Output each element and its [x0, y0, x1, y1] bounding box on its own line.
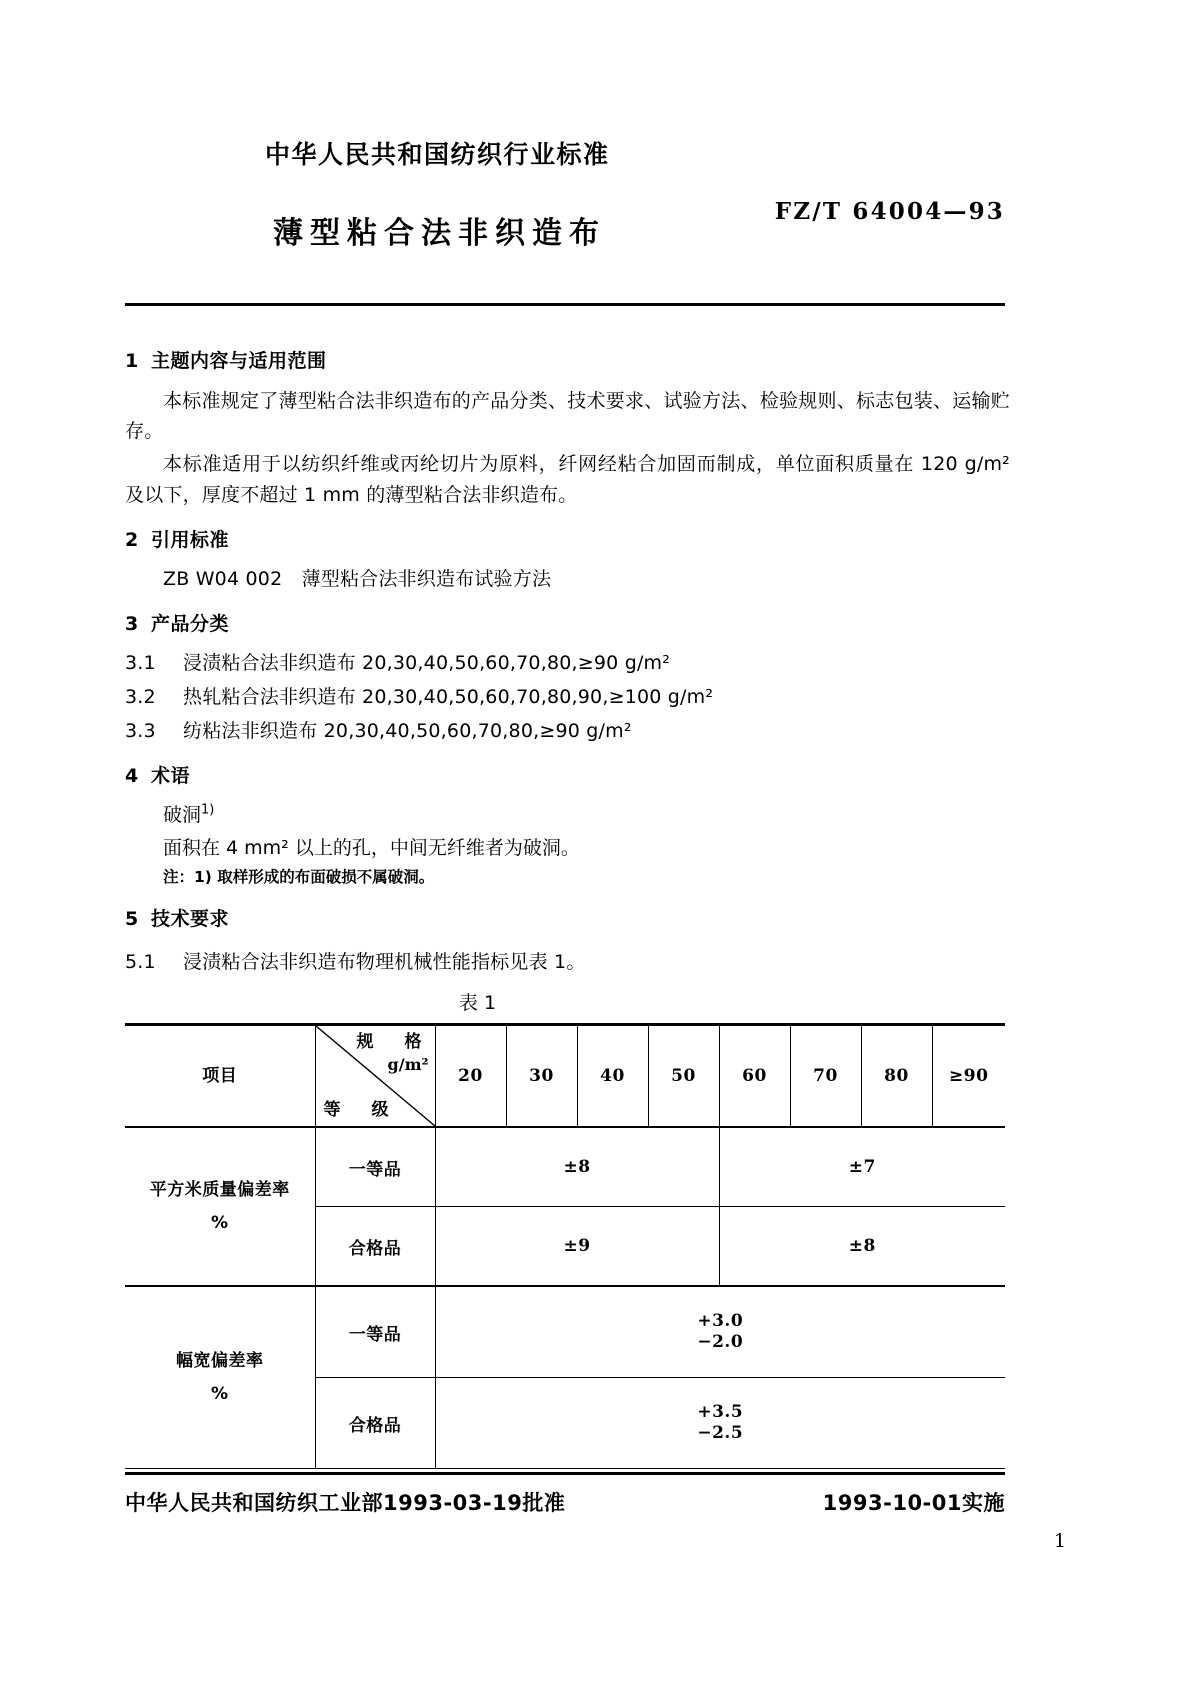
clause-3-2-text: 热轧粘合法非织造布 20,30,40,50,60,70,80,90,≥100 g/m² — [183, 686, 714, 709]
term-name: 破洞 — [163, 804, 202, 827]
table-1-col-header: 40 — [577, 1025, 648, 1128]
section-5-title: 技术要求 — [151, 907, 230, 930]
document-title: 薄型粘合法非织造布 — [273, 216, 606, 251]
table-1-col-header: 30 — [506, 1025, 577, 1128]
clause-3-3 — [125, 716, 1010, 747]
section-3-title: 产品分类 — [151, 612, 230, 635]
table-1-grade-cell: 合格品 — [315, 1378, 435, 1469]
table-1 — [125, 1023, 1005, 1469]
table-1-value-cell — [435, 1286, 1005, 1378]
section-1-number: 1 — [125, 350, 139, 372]
table-1-spec-unit: g/m² — [387, 1055, 429, 1075]
table-1-col-header: 60 — [719, 1025, 790, 1128]
table-1-col-header: 20 — [435, 1025, 506, 1128]
section-2-title: 引用标准 — [151, 528, 230, 551]
section-2-heading — [125, 527, 1010, 555]
term-footnote-marker: 1) — [201, 802, 215, 818]
referenced-standard: ZB W04 002 薄型粘合法非织造布试验方法 — [163, 568, 552, 591]
table-1-corner-item-label: 项目 — [125, 1025, 315, 1128]
footer-divider — [125, 1472, 1005, 1475]
footer-approval-text: 中华人民共和国纺织工业部1993-03-19批准 — [125, 1491, 566, 1515]
table-1-caption: 表 1 — [458, 992, 497, 1015]
table-1-value-cell — [435, 1378, 1005, 1469]
clause-3-2 — [125, 682, 1010, 713]
table-1-tolerance-stack — [697, 1311, 743, 1354]
table-1-value-cell: ±8 — [719, 1207, 1005, 1287]
section-5-heading — [125, 906, 1010, 934]
table-1-row-item-name-2: 幅宽偏差率 — [176, 1351, 264, 1372]
clause-3-3-number: 3.3 — [125, 720, 156, 742]
page-number: 1 — [1053, 1530, 1066, 1552]
table-1-row-item-name-1: 平方米质量偏差率 — [149, 1180, 290, 1201]
issuing-agency-line: 中华人民共和国纺织行业标准 — [265, 140, 610, 169]
term-entry — [125, 800, 1010, 830]
section-5-number: 5 — [125, 907, 139, 930]
section-2-number: 2 — [125, 528, 139, 551]
table-1-row-item-label-1 — [125, 1127, 315, 1286]
clause-3-1-text: 浸渍粘合法非织造布 20,30,40,50,60,70,80,≥90 g/m² — [183, 652, 671, 675]
table-1-tolerance-stack — [697, 1402, 743, 1445]
header-divider — [125, 303, 1005, 306]
section-1-paragraph-2: 本标准适用于以纺织纤维或丙纶切片为原料，纤网经粘合加固而制成，单位面积质量在 120 g/m² 及以下，厚度不超过 1 mm 的薄型粘合法非织造布。 — [125, 453, 1010, 506]
document-body — [125, 348, 1010, 1469]
clause-3-3-text: 纺粘法非织造布 20,30,40,50,60,70,80,≥90 g/m² — [183, 720, 632, 742]
clause-3-2-number: 3.2 — [125, 686, 156, 709]
table-1-value-cell: ±8 — [435, 1127, 719, 1207]
table-1-grade-cell: 一等品 — [315, 1286, 435, 1378]
document-footer — [125, 1487, 1005, 1517]
section-4-heading — [125, 763, 1010, 791]
table-1-grade-cell: 合格品 — [315, 1207, 435, 1287]
table-1-tolerance-lower: −2.0 — [697, 1332, 744, 1353]
table-1-spec-label-group — [357, 1032, 429, 1075]
table-1-tolerance-lower: −2.5 — [697, 1423, 744, 1444]
table-1-header-row — [125, 1025, 1005, 1128]
clause-3-1-number: 3.1 — [125, 652, 156, 675]
table-1-spec-label: 规 格 — [356, 1032, 429, 1053]
section-1-heading — [125, 348, 1010, 376]
clause-5-1-text: 浸渍粘合法非织造布物理机械性能指标见表 1。 — [183, 951, 586, 974]
table-1-value-cell: ±9 — [435, 1207, 719, 1287]
table-1-col-header: ≥90 — [932, 1025, 1005, 1128]
table-1-col-header: 50 — [648, 1025, 719, 1128]
table-1-row-item-label-2 — [125, 1286, 315, 1469]
clause-3-1 — [125, 648, 1010, 679]
table-1-row-item-unit-1: % — [210, 1212, 229, 1233]
term-definition: 面积在 4 mm² 以上的孔，中间无纤维者为破洞。 — [163, 836, 580, 859]
section-3-number: 3 — [125, 612, 139, 635]
clause-5-1 — [125, 947, 1010, 978]
section-4-number: 4 — [125, 764, 139, 787]
section-3-heading — [125, 611, 1010, 639]
document-header — [125, 140, 1005, 252]
table-1-diagonal-header-cell — [315, 1025, 435, 1128]
table-1-row — [125, 1286, 1005, 1378]
table-1-value-cell: ±7 — [719, 1127, 1005, 1207]
table-1-col-header: 80 — [861, 1025, 932, 1128]
table-1-col-header: 70 — [790, 1025, 861, 1128]
table-1-row — [125, 1127, 1005, 1207]
footnote-note-1: 注：1) 取样形成的布面破损不属破洞。 — [163, 868, 435, 887]
section-1-title: 主题内容与适用范围 — [151, 350, 327, 372]
section-1-paragraph-1: 本标准规定了薄型粘合法非织造布的产品分类、技术要求、试验方法、检验规则、标志包装、运输贮存。 — [125, 389, 1010, 443]
footer-effective-date: 1993-10-01实施 — [822, 1491, 1005, 1515]
section-4-title: 术语 — [151, 764, 191, 787]
table-1-tolerance-upper: +3.0 — [697, 1310, 744, 1331]
clause-5-1-number: 5.1 — [125, 951, 156, 974]
table-1-row-item-unit-2: % — [210, 1383, 229, 1404]
table-1-tolerance-upper: +3.5 — [697, 1401, 744, 1422]
table-1-grade-cell: 一等品 — [315, 1127, 435, 1207]
table-1-grade-label: 等 级 — [323, 1100, 396, 1121]
standard-number: FZ/T 64004—93 — [774, 198, 1005, 225]
